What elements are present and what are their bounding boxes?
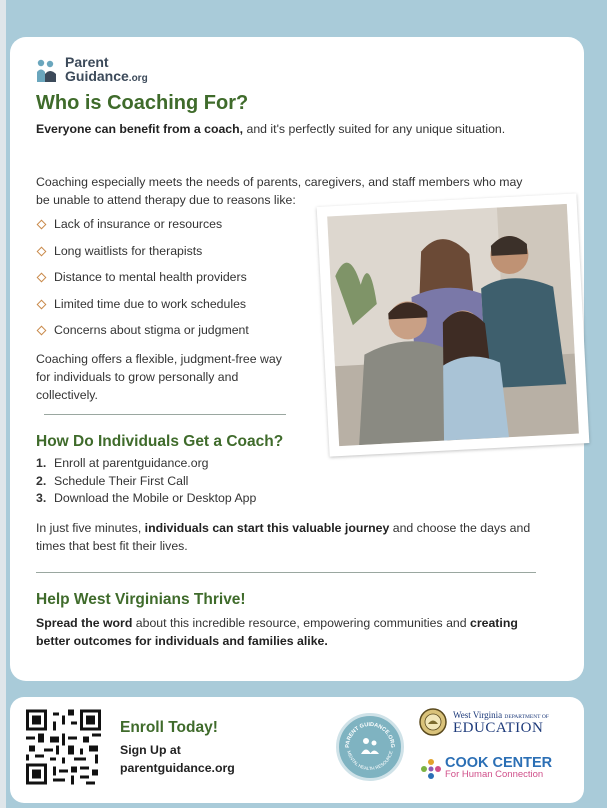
- diamond-bullet-icon: [37, 299, 47, 309]
- how-to-get-coach-heading: How Do Individuals Get a Coach?: [36, 433, 284, 450]
- list-item: Limited time due to work schedules: [36, 295, 249, 322]
- cook-human: Human: [461, 769, 493, 780]
- diamond-bullet-icon: [37, 246, 47, 256]
- journey-paragraph: In just five minutes, individuals can start this valuable journey and choose the days and times that best fit their lives.: [36, 521, 531, 553]
- diamond-bullet-icon: [37, 220, 47, 230]
- who-is-coaching-for-heading: Who is Coaching For?: [36, 92, 249, 114]
- divider: [44, 414, 286, 415]
- parent-guidance-badge-logo: [336, 713, 404, 781]
- list-item: Concerns about stigma or judgment: [36, 321, 249, 348]
- help-wv-thrive-heading: Help West Virginians Thrive!: [36, 591, 246, 608]
- list-item: Lack of insurance or resources: [36, 215, 249, 242]
- intro-paragraph: [36, 120, 506, 138]
- cook-center-icon: [420, 758, 442, 780]
- list-item: Long waitlists for therapists: [36, 242, 249, 269]
- logo-name-line2: Guidance: [65, 68, 129, 84]
- list-item: 1. Enroll at parentguidance.org: [36, 456, 209, 470]
- list-item: 2. Schedule Their First Call: [36, 473, 189, 488]
- wv-education-logo: [419, 708, 549, 736]
- logo-name-line1: Parent: [65, 54, 109, 70]
- logo-tld: .org: [128, 73, 148, 84]
- enroll-block: [120, 719, 235, 777]
- svg-text:MENTAL HEALTH RESOURCE: MENTAL HEALTH RESOURCE: [346, 750, 394, 772]
- wv-education: EDUCATION: [453, 720, 544, 736]
- list-item: 3. Download the Mobile or Desktop App: [36, 491, 257, 505]
- cook-center-logo: COOK CENTER For Human Connection: [420, 757, 552, 781]
- needs-paragraph: Coaching especially meets the needs of parents, caregivers, and staff members who may be unable to attend therapy due to reasons like:: [36, 175, 523, 207]
- list-item: Distance to mental health providers: [36, 268, 249, 295]
- family-photo: [327, 204, 579, 446]
- enroll-today-title: Enroll Today!: [120, 719, 218, 736]
- reasons-list: [36, 215, 249, 348]
- wv-seal-icon: [419, 708, 447, 736]
- steps-list: [36, 455, 256, 508]
- sign-up-label: Sign Up at: [120, 743, 181, 757]
- diamond-bullet-icon: [37, 273, 47, 283]
- diamond-bullet-icon: [37, 326, 47, 336]
- family-logo-icon: [36, 58, 60, 84]
- family-photo-frame: [317, 193, 590, 456]
- qr-code[interactable]: [26, 709, 101, 785]
- spread-word-paragraph: Spread the word about this incredible resource, empowering communities and creating better outcomes for individuals and families alike.: [36, 616, 518, 648]
- divider: [36, 572, 536, 573]
- enroll-url-link[interactable]: parentguidance.org: [120, 761, 235, 775]
- cook-center-title: COOK CENTER: [445, 755, 553, 771]
- svg-text:PARENT GUIDANCE.ORG: PARENT GUIDANCE.ORG: [344, 721, 396, 749]
- intro-bold: Everyone can benefit from a coach,: [36, 122, 244, 136]
- wv-dept: DEPARTMENT OF: [504, 714, 549, 720]
- intro-rest: and it's perfectly suited for any unique situation.: [243, 122, 506, 136]
- wv-line1: West Virginia: [453, 710, 503, 720]
- closing-paragraph: Coaching offers a flexible, judgment-free way for individuals to grow personally and collectively.: [36, 352, 282, 402]
- parent-guidance-logo: [36, 55, 148, 86]
